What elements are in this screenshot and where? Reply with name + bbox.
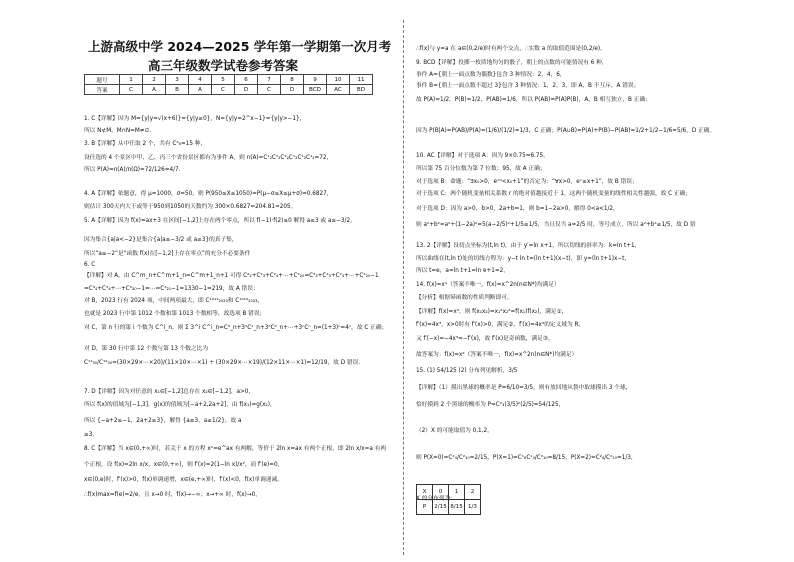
solution-line: 个正根，设 f(x)=2ln x/x，x∈(0,+∞)，则 f′(x)=2(1−ln x)/x²，而 f′(e)=0， bbox=[84, 462, 284, 468]
solution-line: 所以 t=e，a=ln t+1=ln e+1=2， bbox=[416, 268, 509, 274]
solution-line: 所以 {−a+2≤−1，2a+2≥3}，解得 {a≥3，a≥1/2}，故 a bbox=[84, 418, 242, 424]
solution-line: 【详解】f(x)=x⁴，则 f(x₁x₂)=x₁⁴x₂⁴=f(x₁)f(x₂)，满足①， bbox=[416, 309, 568, 315]
solution-line: 则 a²+b²=a²+(1−2a)²=5(a−2/5)²+1/5≥1/5，当且仅当 a=2/5 时，等号成立，所以 a²+b²≥1/5，故 D 错 bbox=[416, 222, 696, 228]
solution-line: 10. AC【详解】对于选项 A：因为 9×0.75=6.75， bbox=[416, 153, 549, 159]
solution-line: 所以第 75 百分位数为第 7 位数：95，故 A 正确； bbox=[416, 166, 546, 172]
answer-table-cell: C bbox=[212, 85, 235, 95]
solution-line: 也就是 2023 行中第 1012 个数和第 1013 个数相等，故选项 B 错误； bbox=[84, 311, 266, 317]
answer-table-cell: 10 bbox=[327, 75, 350, 85]
solution-line: 恰好摸到 2 个黑球的概率为 P=C²₃(3/5)²(2/5)=54/125， bbox=[416, 402, 565, 408]
solution-line: x∈(0,e)时，f′(x)>0，f(x)单调递增，x∈(e,+∞)时，f′(x)<0，f(x)单调递减， bbox=[84, 477, 283, 483]
answer-table-cell: A bbox=[143, 85, 166, 95]
distribution-cell: 0 bbox=[433, 485, 449, 500]
answer-table-cell: C bbox=[120, 85, 143, 95]
solution-line: 所以曲线在(t,ln t)处的切线方程为：y−t ln t=(ln t+1)(x−t)，即 y=(ln t+1)x−t， bbox=[416, 256, 631, 262]
solution-line: 对于选项 B：命题：“∃x₀>0，eˣ⁰<x₀+1”的否定为：“∀x>0，eˣ≥x+1”，故 B 错误； bbox=[416, 179, 638, 185]
answer-table-cell: B bbox=[166, 85, 189, 95]
solution-line: 对 D，第 30 行中第 12 个数与第 13 个数之比为 bbox=[84, 346, 209, 352]
solution-line: 则估计 300天内大于或等于950到1050的天数约为 300×0.6827=204.81≈205。 bbox=[84, 204, 297, 210]
distribution-table bbox=[416, 484, 481, 515]
distribution-cell: 1 bbox=[449, 485, 465, 500]
solution-line: 又 f′(−x)=−4x³=−f′(x)，故 f′(x)是奇函数，满足③， bbox=[416, 336, 554, 342]
answer-table-cell: 11 bbox=[350, 75, 373, 85]
solution-line: 6. C bbox=[84, 262, 96, 268]
column-divider bbox=[403, 20, 404, 555]
solution-line: 故 P(A)=1/2，P(B)=1/2，P(AB)=1/6，所以 P(AB)=P(A)P(B)，A，B 相互独立，B 正确； bbox=[416, 97, 651, 103]
solution-line: 事件 B={朝上一面点数不超过 3}包含 3 种情况：1，2，3，即 A，B 不互斥，A 错误； bbox=[416, 83, 640, 89]
distribution-cell: 1/3 bbox=[465, 500, 481, 515]
page-title: 高三年级数学试卷参考答案 bbox=[148, 58, 299, 73]
answer-table-cell: 8 bbox=[281, 75, 304, 85]
distribution-row bbox=[417, 500, 481, 515]
solution-line: 所以 P(A)=n(A)/n(Ω)=72/126=4/7. bbox=[84, 167, 181, 173]
answer-table-cell: 4 bbox=[189, 75, 212, 85]
solution-line: 【详解】（1）摸出黑球的概率是 P=6/10=3/5，则有放回地从袋中取球摸出 3 个球， bbox=[416, 385, 632, 391]
answer-table-cell: 5 bbox=[212, 75, 235, 85]
answer-table-cell: 3 bbox=[166, 75, 189, 85]
answer-table-cell: 9 bbox=[304, 75, 327, 85]
solution-line: 对于选项 D：因为 a>0，b>0，2a+b=1，则 b=1−2a>0，解得 0<a<1/2， bbox=[416, 206, 619, 212]
solution-line: 所以“a≤−2”是“函数 f(x)在[−1,2]上存在零点”的充分不必要条件 bbox=[84, 251, 251, 257]
solution-line: 9. BCD【详解】投掷一枚质地均匀的骰子，朝上的点数的可能情况有 6 种， bbox=[416, 60, 608, 66]
answer-table-cell: BD bbox=[350, 85, 373, 95]
answer-table-cell: BCD bbox=[304, 85, 327, 95]
solution-line: 则 P(X=0)=C²₄/C²₁₀=2/15，P(X=1)=C¹₆C¹₄/C²₁₀=8/15，P(X=2)=C²₆/C²₁₀=1/3， bbox=[416, 455, 637, 461]
solution-line: 因为 P(B|A)=P(AB)/P(A)=(1/6)/(1/2)=1/3，C 正确；P(A∪B)=P(A)+P(B)−P(AB)=1/2+1/2−1/6=5/6，D 正确。 bbox=[416, 128, 716, 134]
answer-table-cell: D bbox=[235, 85, 258, 95]
solution-line: 5. A【详解】因为 f(x)=ax+3 在区间[−1,2]上存在两个零点，所以 f(−1)·f(2)≤0 解得 a≥3 或 a≤−3/2， bbox=[84, 218, 356, 224]
solution-line: 故答案为：f(x)=x⁴（答案不唯一，f(x)=x^2n(n∈N*)均满足） bbox=[416, 352, 578, 358]
solution-line: 所以 N⊄M，M∩N=M≠∅. bbox=[84, 128, 152, 134]
solution-line: ∴f(x)与 y=a 在 a∈(0,2/e)时有两个交点，∴实数 a 的取值范围是(0,2/e)。 bbox=[416, 46, 606, 52]
distribution-cell: 2/15 bbox=[433, 500, 449, 515]
solution-line: 对 B，2023 行有 2024 项，中间两项最大，即 C¹⁰¹¹₂₀₂₃和 C¹⁰¹²₂₀₂₃， bbox=[84, 298, 264, 304]
solution-line: 所以 f(x)的值域为[−1,3]，g(x)的值域为[−a+2,2a+2]，由 f(x₁)=g(x₂)， bbox=[84, 402, 276, 408]
solution-line: 【分析】根据幂函数的性质判断即可。 bbox=[416, 295, 513, 301]
answer-table bbox=[84, 74, 373, 95]
solution-line: C¹¹₃₀/C¹²₃₀=(30×29×⋯×20)/(11×10×⋯×1) ÷ (30×29×⋯×19)/(12×11×⋯×1)=12/19，故 D 错误. bbox=[84, 360, 361, 366]
solution-line: 3. B【详解】从中任取 2 个，共有 C²₆=15 种， bbox=[84, 141, 207, 147]
answer-table-cell: D bbox=[281, 85, 304, 95]
solution-line: ∴f(x)max=f(e)=2/e，且 x→0 时，f(x)→−∞；x→+∞ 时，f(x)→0， bbox=[84, 492, 261, 498]
answer-table-header-row bbox=[85, 75, 373, 85]
solution-line: 【详解】对 A，由 C^m_n+C^m+1_n=C^m+1_n+1 可得 C²₂+C²₃+C²₄+⋯+C²₂₀=C³₃+C²₃+C²₄+⋯+C²₂₀−1 bbox=[84, 273, 379, 279]
answer-table-cell: 1 bbox=[120, 75, 143, 85]
solution-line: ≥3， bbox=[84, 432, 99, 438]
solution-line: f′(x)=4x³，x>0时有 f′(x)>0，满足②，f′(x)=4x³的定义域为 R， bbox=[416, 322, 585, 328]
answer-table-cell: A bbox=[189, 85, 212, 95]
solution-line: 因为集合{a|a<−2}是集合{a|a≤−3/2 或 a≥3}的真子集， bbox=[84, 237, 238, 243]
school-title: 上游高级中学 2024—2025 学年第一学期第一次月考 bbox=[88, 39, 392, 54]
distribution-cell: 8/15 bbox=[449, 500, 465, 515]
answer-table-cell: 6 bbox=[235, 75, 258, 85]
answer-table-cell: 答案 bbox=[85, 85, 120, 95]
solution-line: 8. C【详解】当 x∈(0,+∞)时，若关于 x 的方程 x²=e^ax 有两解，等价于 2ln x=ax 有两个正根，即 2ln x/x=a 有两 bbox=[84, 446, 387, 452]
distribution-cell: 2 bbox=[465, 485, 481, 500]
distribution-row bbox=[417, 485, 481, 500]
solution-line: 14. f(x)=x⁴（答案不唯一，f(x)=x^2n(n∈N*)均满足） bbox=[416, 282, 560, 288]
answer-table-row bbox=[85, 85, 373, 95]
answer-table-cell: 题号 bbox=[85, 75, 120, 85]
solution-line: 13. 2【详解】设切点坐标为(t,ln t)，由于 y′=ln x+1，所以切线的斜率为：k=ln t+1， bbox=[416, 243, 641, 249]
solution-line: 4. A【详解】依题意，得 μ=1000，σ=50，则 P(950≤X≤1050)=P(μ−σ≤X≤μ+σ)=0.6827， bbox=[84, 191, 333, 197]
right-column bbox=[410, 0, 794, 562]
distribution-cell: P bbox=[417, 500, 433, 515]
solution-line: X 的分布列为： bbox=[416, 496, 456, 502]
distribution-cell: X bbox=[417, 485, 433, 500]
solution-line: 对于选项 C：两个随机变量相关系数 r 的绝对值越接近于 1，这两个随机变量的线性相关性越强，故 C 正确； bbox=[416, 191, 691, 197]
solution-line: 设任选的 4 个景区中甲、乙、丙三个省份景区都有为事件 A，则 n(A)=C¹₂C¹₂C¹₂C¹₂C¹₂C¹₂=72， bbox=[84, 155, 333, 161]
solution-line: 1. C【详解】因为 M={y|y=√(x+6)}={y|y≥0}，N={y|y=2^x−1}={y|y>−1}， bbox=[84, 116, 306, 122]
solution-line: （2）X 的可能取值为 0,1,2， bbox=[416, 428, 493, 434]
solution-line: 对 C，第 n 行的第 i 个数为 C^i_n，则 Σ 3^i C^i_n=C⁰_n+3¹C¹_n+3²C²_n+⋯+3ⁿCⁿ_n=(1+3)ⁿ=4ⁿ，故 C 正确； bbox=[84, 325, 388, 331]
answer-table-cell: AC bbox=[327, 85, 350, 95]
solution-line: 事件 A={朝上一面点数为偶数}包含 3 种情况：2，4，6， bbox=[416, 72, 566, 78]
answer-table-cell: C bbox=[258, 85, 281, 95]
answer-table-cell: 7 bbox=[258, 75, 281, 85]
solution-line: 15. (1) 54/125 (2) 分布列见解析，3/5 bbox=[416, 368, 518, 374]
answer-table-cell: 2 bbox=[143, 75, 166, 85]
solution-line: 7. D【详解】因为对任意的 x₁∈[−1,2]总存在 x₂∈[−1,2]，a>0， bbox=[84, 389, 255, 395]
solution-line: =C³₄+C²₄+⋯+C²₂₀−1=⋯=C³₂₁−1=1330−1=219，故 A 错误； bbox=[84, 286, 259, 292]
